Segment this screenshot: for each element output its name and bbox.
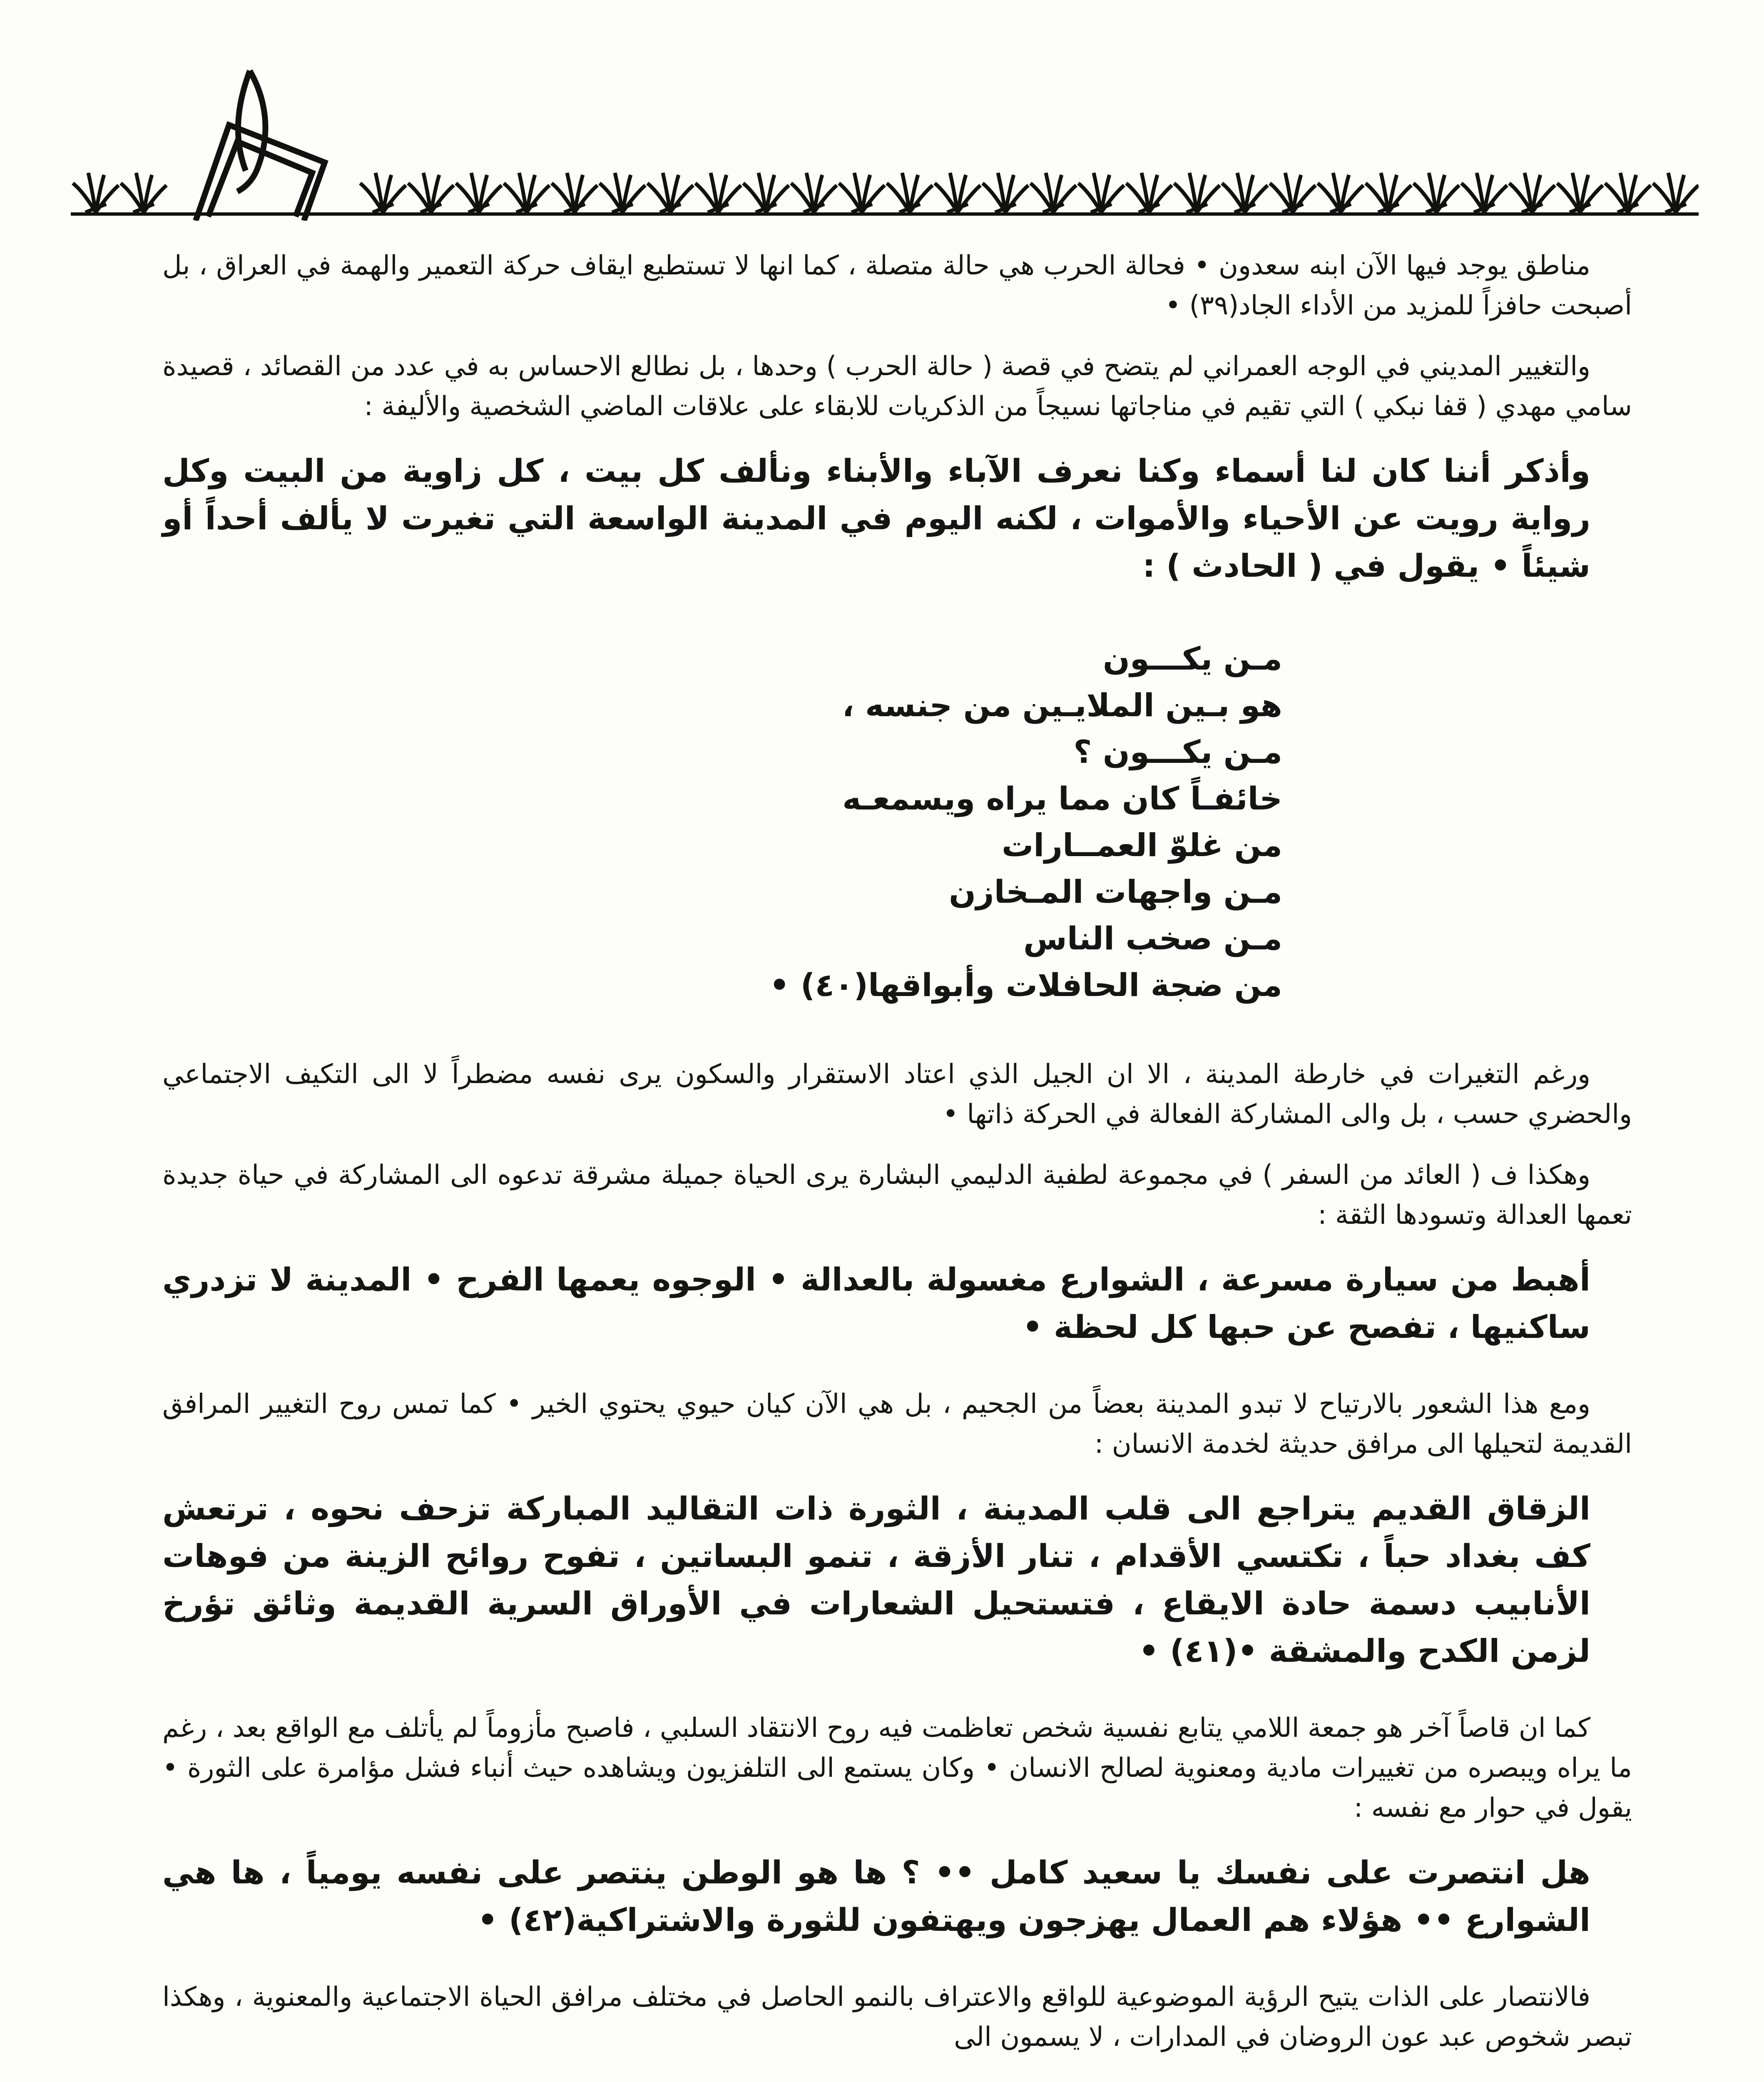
paragraph: والتغيير المديني في الوجه العمراني لم يتضح في قصة ( حالة الحرب ) وحدها ، بل نطالع الاحساس به في عدد من القصائد ، قصيدة سامي مهدي ( قفا نبكي ) التي تقيم في مناجاتها نسيجاً من الذكريات للابقاء على علاقات الماضي الشخصية والأليفة :	[162, 351, 1632, 422]
paragraph: فالانتصار على الذات يتيح الرؤية الموضوعية للواقع والاعتراف بالنمو الحاصل في مختلف مرافق الحياة الاجتماعية والمعنوية ، وهكذا تبصر شخوص عبد عون الروضان في المدارات ، لا يسمون الى	[162, 1982, 1632, 2052]
quill-inkwell-icon	[196, 71, 325, 221]
block-quote: وأذكر أننا كان لنا أسماء وكنا نعرف الآباء والأبناء ونألف كل بيت ، كل زاوية من البيت وكل رواية رويت عن الأحياء والأموات ، لكنه اليوم في المدينة الواسعة التي تغيرت لا يألف أحداً أو شيئاً • يقول في ( الحادث ) :	[162, 452, 1590, 584]
poem-line: هو بـين الملايـين من جنسه ،	[842, 687, 1282, 724]
paragraph: وهكذا ف ( العائد من السفر ) في مجموعة لطفية الدليمي البشارة يرى الحياة جميلة مشرقة تدعوه الى المشاركة في حياة جديدة تعمها العدالة وتسودها الثقة :	[162, 1160, 1632, 1230]
poem-line: من غلوّ العمــارات	[1001, 827, 1282, 864]
paragraph: ورغم التغيرات في خارطة المدينة ، الا ان الجيل الذي اعتاد الاستقرار والسكون يرى نفسه مضطراً لا الى التكيف الاجتماعي والحضري حسب ، بل والى المشاركة الفعالة في الحركة ذاتها •	[162, 1059, 1632, 1130]
page-body	[162, 246, 1632, 2078]
paragraph: مناطق يوجد فيها الآن ابنه سعدون • فحالة الحرب هي حالة متصلة ، كما انها لا تستطيع ايقاف حركة التعمير والهمة في العراق ، بل أصبحت حافزاً للمزيد من الأداء الجاد(٣٩) •	[162, 250, 1632, 321]
poem-line: خائفـاً كان مما يراه ويسمعـه	[842, 780, 1282, 817]
poem-line: مـن يكـــون	[1102, 640, 1282, 677]
poem-line: مـن صخب الناس	[1023, 920, 1282, 957]
poem	[162, 635, 1632, 1009]
paragraph: ومع هذا الشعور بالارتياح لا تبدو المدينة بعضاً من الجحيم ، بل هي الآن كيان حيوي يحتوي الخير • كما تمس روح التغيير المرافق القديمة لتحيلها الى مرافق حديثة لخدمة الانسان :	[162, 1389, 1632, 1459]
paragraph: كما ان قاصاً آخر هو جمعة اللامي يتابع نفسية شخص تعاظمت فيه روح الانتقاد السلبي ، فاصبح مأزوماً لم يأتلف مع الواقع بعد ، رغم ما يراه ويبصره من تغييرات مادية ومعنوية لصالح الانسان • وكان يستمع الى التلفزيون ويشاهده حيث أنباء فشل مؤامرة على الثورة • يقول في حوار مع نفسه :	[162, 1713, 1632, 1823]
header-ornament	[71, 62, 1699, 221]
poem-line: مـن يكـــون ؟	[1073, 733, 1282, 770]
block-quote: أهبط من سيارة مسرعة ، الشوارع مغسولة بالعدالة • الوجوه يعمها الفرح • المدينة لا تزدري ساكنيها ، تفصح عن حبها كل لحظة •	[162, 1261, 1590, 1345]
poem-line: مـن واجهات المـخازن	[949, 873, 1282, 910]
poem-line: من ضجة الحافلات وأبواقها(٤٠) •	[769, 966, 1282, 1004]
block-quote: هل انتصرت على نفسك يا سعيد كامل •• ؟ ها هو الوطن ينتصر على نفسه يومياً ، ها هي الشوارع •• هؤلاء هم العمال يهزجون ويهتفون للثورة والاشتراكية(٤٢) •	[162, 1854, 1590, 1938]
block-quote: الزقاق القديم يتراجع الى قلب المدينة ، الثورة ذات التقاليد المباركة تزحف نحوه ، ترتعش كف بغداد حباً ، تكتسي الأقدام ، تنار الأزقة ، تنمو البساتين ، تفوح روائح الزينة من فوهات الأنابيب دسمة حادة الايقاع ، فتستحيل الشعارات في الأوراق السرية القديمة وثائق تؤرخ لزمن الكدح والمشقة •(٤١) •	[162, 1490, 1590, 1669]
